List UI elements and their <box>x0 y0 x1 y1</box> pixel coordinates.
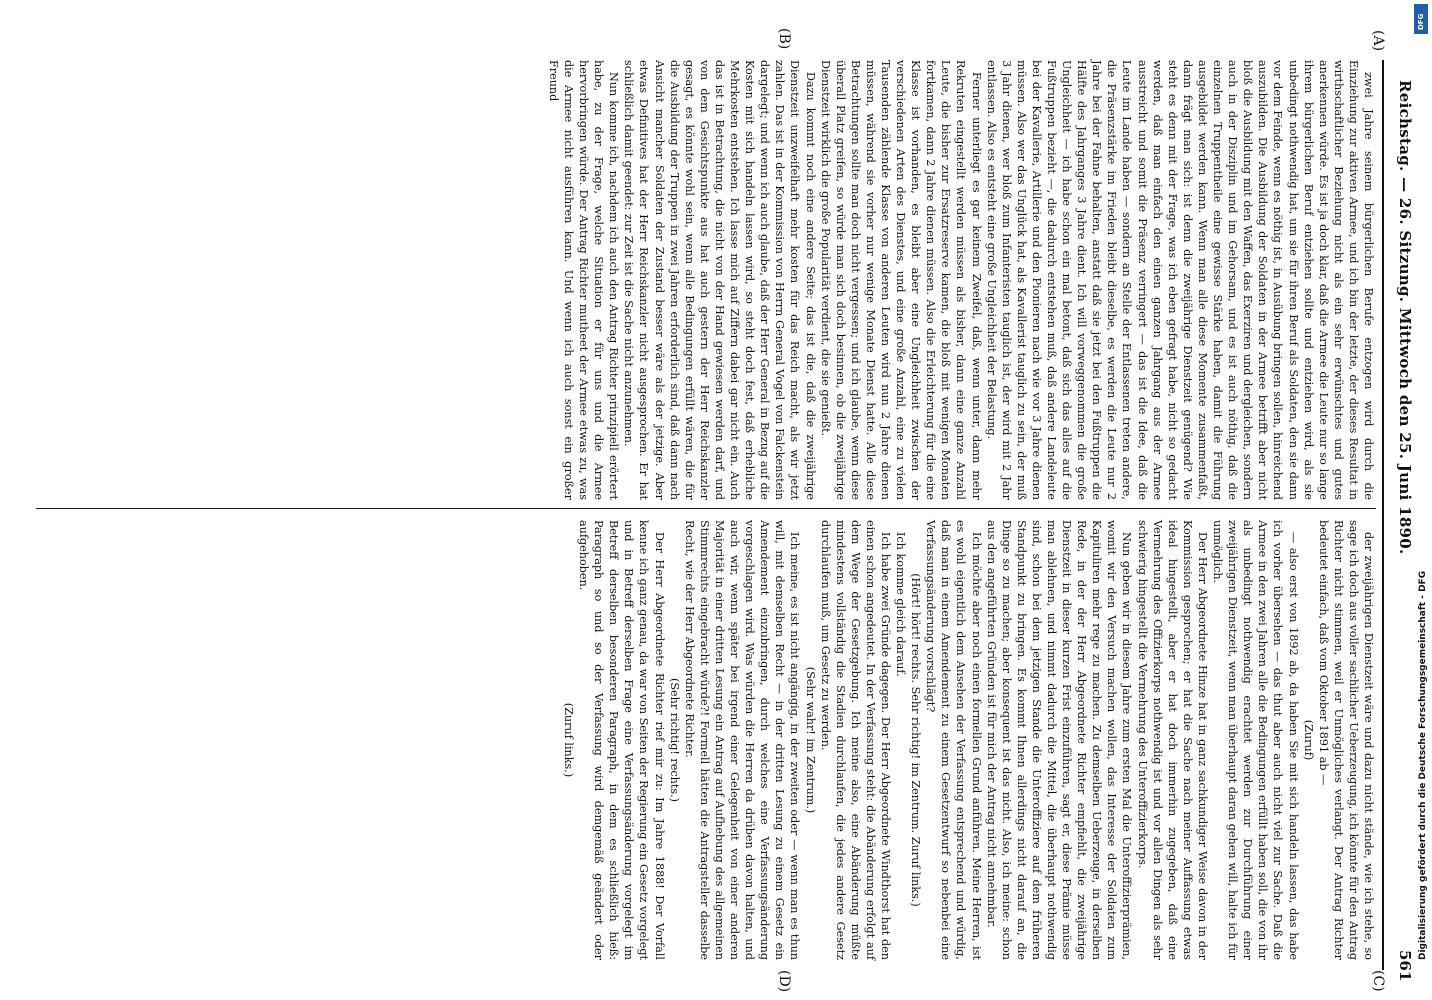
dfg-logo <box>1414 4 1428 34</box>
paragraph: Ich meine, es ist nicht angängig, in der zweiten oder — wenn man es thun will, mit demselben Recht — in der dritten Lesung zu einem Gesetz ein Amendement einzubringen, durch welches eine Verfassungsänderung vorgeschlagen wird. Was würden die Herren da drüben davon halten, und auch wir, wenn später bei irgend einer Gelegenheit von einer anderen Majorität in einer dritten Lesung ein Antrag auf Aufhebung des allgemeinen Stimmrechts eingebracht würde?! Formell hätten die Antragsteller dasselbe Recht, wie der Herr Abgeordnete Richter. <box>682 520 802 960</box>
paragraph: — also erst von 1892 ab, da haben Sie mit sich handeln lassen, das habe ich vorher übersehen — das thut aber auch nicht viel zur Sache. Daß die Armee in den zwei Jahren alle die Bedingungen erfüllt haben soll, die von ihr als unbedingt nothwendig erachtet werden zur Durchführung einer zweijährigen Dienstzeit, wenn man überhaupt daran gehen will, halte ich für unmöglich. <box>1211 520 1300 960</box>
paragraph: Der Herr Abgeordnete Richter rief mir zu: Im Jahre 1888! Der Vorfall kenne ich ganz genau, da war von Seiten der Regierung ein Gesetz vorgelegt und in Betreff derselben Frage eine Verfassungsänderung vorgelegt im Betreff derselben besonderen Paragraph, in dem es schließlich hieß: Paragraph so und so der Verfassung wird demgemäß geändert oder aufgehoben. <box>577 520 666 960</box>
running-head: Reichstag. — 26. Sitzung. Mittwoch den 25. Juni 1890. <box>1396 80 1414 555</box>
column-separator <box>36 508 1376 509</box>
paragraph: Nun geben wir in diesem Jahre zum ersten Mal die Unteroffizierprämien, womit wir den Versuch machen wollen, das Interesse der Soldaten zum Kapituliren mehr rege zu machen. Zu demselben Ueberzeuge, in derselben Rede, in der der Herr Abgeordnete Richter empfiehlt, die zweijährige Dienstzeit in dieser kurzen Frist einzuführen, sagt er, diese Prämie müsse man ablehnen, und nimmt dadurch die Mittel, die überhaupt nothwendig sind, schon bei dem jetzigen Stande die Unteroffiziere auf dem früheren Standpunkt zu bringen. Es kommt Ihnen allerdings nicht darauf an, die Dinge so zu machen; aber konsequent ist das nicht. Also, ich meine: schon aus den angeführten Gründen ist für mich der Antrag nicht annehmbar. <box>984 520 1134 960</box>
paragraph: (Hört! hört! rechts. Sehr richtig! im Zentrum. Zuruf links.) <box>909 573 923 907</box>
paragraph: zwei Jahre seinem bürgerlichen Berufe entzogen wird durch die Einziehung zur aktiven Armee, und ich bin der letzte, der dieses Resultat in wirthschaftlicher Beziehung nicht als ein sehr erwünschtes und gutes anerkennen würde. Es ist ja doch klar, daß die Armee die Leute nur so lange ihrem bürgerlichen Beruf entziehen sollte und entziehen wird, als sie unbedingt nothwendig hat, um sie für ihren Beruf als Soldaten, den sie dann vor dem Feinde, wenn es nöthig ist, in Ausübung bringen sollen, hinreichend auszubilden. Die Ausbildung der Soldaten in der Armee betrifft aber nicht bloß die Ausbildung mit den Waffen, das Exerziren und dergleichen, sondern auch in der Disziplin und im Gehorsam, und es ist auch nöthig, daß die einzelnen Truppentheile eine gewisse Stärke haben, damit die Führung ausgebildet werden kann. Wenn man alle diese Momente zusammenfaßt, dann frägt man sich: ist denn die zweijährige Dienstzeit genügend? Wie steht es denn mit der Frage, was ich eben gefragt habe, nicht so gedacht werden, daß man einfach den einen ganzen Jahrgang aus der Armee ausstreicht und somit die Präsenz verringert — das ist die Idee, daß die Leute im Lande haben — sondern an Stelle der Entlassenen treten andere, die Präsenzstärke im Frieden bleibt dieselbe, es werden die Leute nur 2 Jahre bei der Fahne behalten, anstatt daß sie jetzt bei den Fußtruppen die Hälfte des Jahrganges 3 Jahre dient. Ich will vorweggenommen die große Ungleichheit — ich habe schon ein mal betont, daß sich das alles auf die Fußtruppen bezieht —, die dadurch entstehen muß, daß andere Landeleute bei der Kavallerie, Artillerie und den Pionieren nach wie vor 3 Jahre dienen müssen. Also wer das Unglück hat, als Kavallerist tauglich zu sein, der muß 3 Jahr dienen, wer bloß zum Infanteristen tauglich ist, der wird mit 2 Jahr entlassen. Also es entsteht eine große Ungleichheit der Belastung. <box>984 60 1375 500</box>
paragraph: (Sehr richtig! rechts.) <box>667 677 681 803</box>
paragraph: Ich komme gleich darauf. <box>894 532 908 677</box>
margin-marker-b: (B) <box>776 28 792 50</box>
paragraph: Ich habe zwei Gründe dagegen. Der Herr Abgeordnete Windthorst hat den einen schon angedeutet. In der Verfassung steht: die Abänderung erfolgt auf dem Wege der Gesetzgebung. Ich meine also, eine Abänderung müßte mindestens vollständig die Stadien durchlaufen, die jedes andere Gesetz durchlaufen muß, um Gesetz zu werden. <box>818 520 892 960</box>
dfg-logo-text: DFG <box>1417 13 1425 30</box>
paragraph: (Sehr wahr! im Zentrum.) <box>803 666 817 814</box>
paragraph: der zweijährigen Dienstzeit wäre und dazu nicht stände, wie ich stehe, so sage ich doch aus voller sachlicher Ueberzeugung, ich könnte für den Antrag Richter nicht stimmen, weil er Unmögliches verlangt. Der Antrag Richter bedeutet einfach, daß vom Oktober 1891 ab — <box>1316 520 1375 960</box>
right-column <box>561 520 1376 960</box>
paragraph: Ferner unterliegt es gar keinem Zweifel, daß, wenn unter, dann mehr Rekruten eingestellt werden müssen als bisher, dann eine ganze Anzahl Leute, die bisher zur Ersatzreserve kamen, die bloß mit wenigen Monaten fortkamen, dann 2 Jahre dienen müssen. Also die Erleichterung für die eine Klasse ist vorhanden, es bleibt aber eine Ungleichheit zwischen der verschiedenen Arten des Dienstes, und eine große Anzahl, eine zu vielen Tausenden zählende Klasse von anderen Leuten wird nun 2 Jahre dienen müssen, während sie vorher nur wenige Monate Dienst hatte. Alle diese Betrachtungen sollte man doch nicht vergessen; und ich glaube, wenn diese überall Platz greifen, so würde man sich doch besinnen, ob die zweijährige Dienstzeit wirklich die große Popularität verdient, die sie genießt. <box>818 60 983 500</box>
paragraph: Der Herr Abgeordnete Hinze hat in ganz sachkundiger Weise davon in der Kommission gesprochen; er hat die Sache nach meiner Auffassung etwas ideal hingestellt, aber er hat doch immerhin zugegeben, daß eine Vermehrung des Offizierkorps nothwendig ist und vor allen Dingen als sehr schwierig hingestellt die Vermehrung des Unteroffizierkorps. <box>1135 520 1209 960</box>
left-column <box>546 60 1376 500</box>
digitization-credit <box>1404 40 1428 980</box>
credit-text: Digitalisierung gefördert durch die Deutsche Forschungsgemeinschaft - DFG <box>1418 570 1428 960</box>
paragraph: (Zuruf) <box>1301 719 1315 761</box>
header-rule <box>1382 60 1384 970</box>
paragraph: Nun komme ich, nachdem ich auch den Antrag Richter prinzipiell erörtert habe, zu der Frage, welche Situation er für uns und die Armee hervorbringen würde. Der Antrag Richter mutheet der Armee etwas zu, was die Armee nicht ausführen kann. Und wenn ich auch sonst ein großer Freund <box>546 60 621 500</box>
paragraph: Ich möchte aber noch einen formellen Grund anführen. Meine Herren, ist es wohl eigentlich dem Ansehen der Verfassung entsprechend und würdig, daß man in einem Amendement zu einem Gesetzentwurf so nebenbei eine Verfassungsänderung vorschlägt? <box>924 520 983 960</box>
paragraph: Dazu kommt noch eine andere Seite; das ist die, daß die zweijährige Dienstzeit unzweifelhaft mehr kosten für das Reich macht, als wir jetzt zahlen. Das ist in der Kommission von Herrn General Vogel von Falckenstein dargelegt; und wenn ich auch glaube, daß der Herr General in Bezug auf die Kosten mit sich handeln lassen wird, so steht doch fest, daß erhebliche Mehrkosten entstehen. Ich lasse mich auf Ziffern dabei gar nicht ein. Auch das ist in Betrachtung, die nicht von der Hand gewiesen werden darf, und von dem Gesichtspunkte aus hat auch gestern der Herr Reichskanzler gesagt, es könnte wohl sein, wenn alle Bedingungen erfüllt wären, die für die Ausbildung der Truppen in zwei Jahren erforderlich sind, daß dann nach Ansicht mancher Soldaten der Zustand besser wäre als der jetzige. Aber etwas Definitives hat der Herr Reichskanzler nicht ausgesprochen. Er hat schließlich damit geendet: zur Zeit ist die Sache nicht anzunehmen. <box>622 60 817 500</box>
paragraph: (Zuruf links.) <box>562 702 576 778</box>
page-number: 561 <box>1396 950 1414 982</box>
margin-marker-d: (D) <box>776 970 792 993</box>
margin-marker-a: (A) <box>1370 30 1386 52</box>
margin-marker-c: (C) <box>1370 970 1386 992</box>
